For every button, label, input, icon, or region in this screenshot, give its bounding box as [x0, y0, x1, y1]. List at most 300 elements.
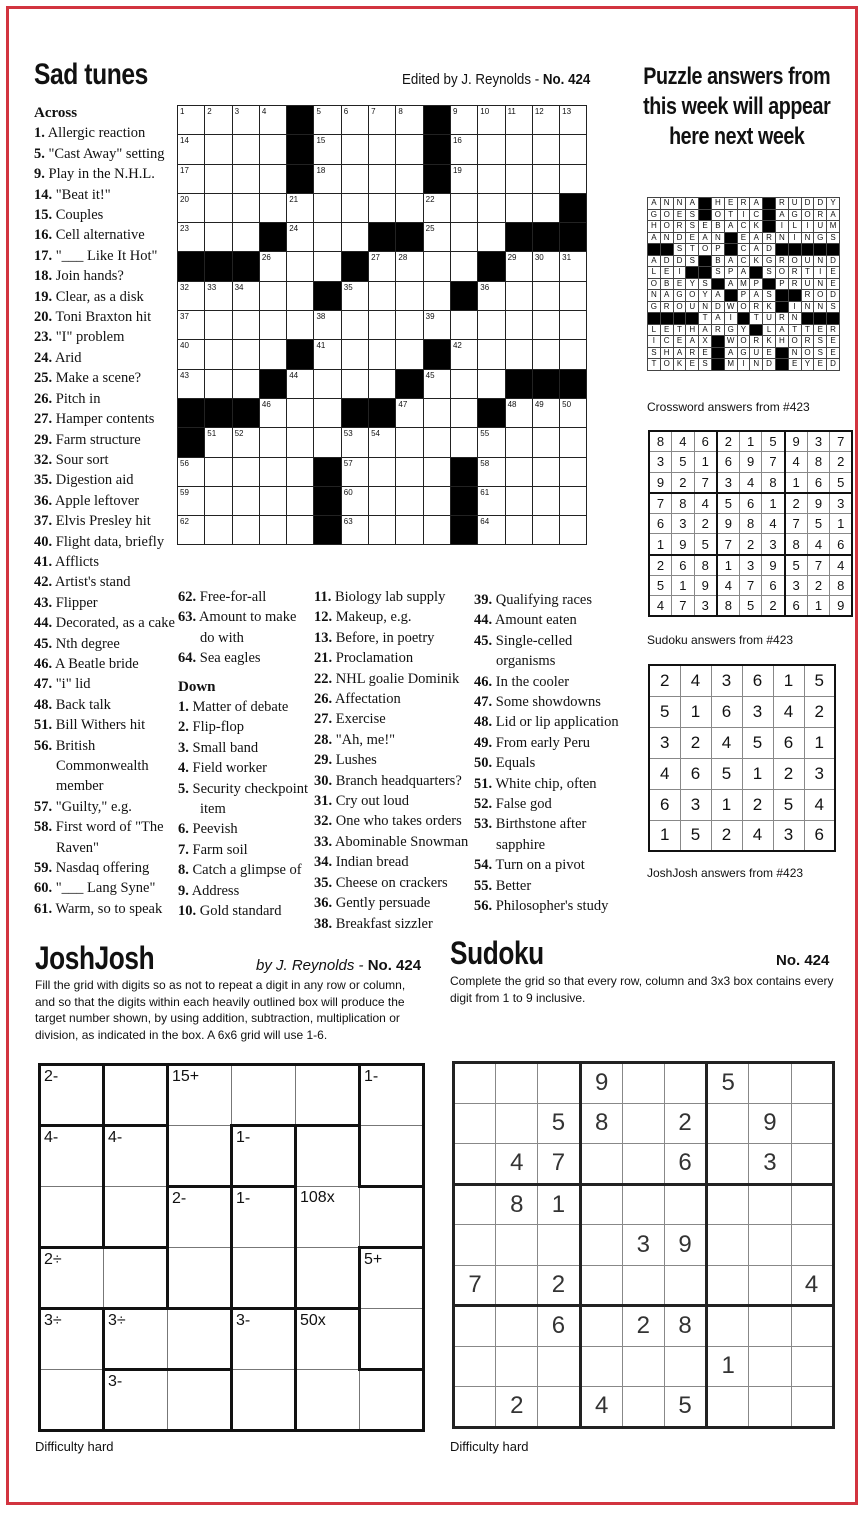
crossword-cell[interactable] [505, 281, 532, 310]
joshjosh-cell[interactable] [296, 1065, 360, 1126]
sudoku-empty-cell[interactable] [791, 1063, 833, 1104]
crossword-cell[interactable] [505, 193, 532, 222]
crossword-cell[interactable] [478, 369, 505, 398]
crossword-cell[interactable] [259, 398, 286, 427]
joshjosh-cell[interactable] [232, 1065, 296, 1126]
crossword-cell[interactable] [532, 311, 559, 340]
joshjosh-cell[interactable] [104, 1309, 168, 1370]
joshjosh-cell[interactable] [232, 1126, 296, 1187]
crossword-cell[interactable] [259, 311, 286, 340]
crossword-cell[interactable] [396, 281, 423, 310]
crossword-cell[interactable] [341, 457, 368, 486]
crossword-cell[interactable] [396, 135, 423, 164]
crossword-cell[interactable] [505, 516, 532, 545]
crossword-cell[interactable] [341, 369, 368, 398]
crossword-cell[interactable] [287, 428, 314, 457]
sudoku-empty-cell[interactable] [707, 1103, 749, 1144]
sudoku-empty-cell[interactable] [580, 1144, 622, 1185]
crossword-cell[interactable] [560, 311, 587, 340]
crossword-cell[interactable] [287, 486, 314, 515]
crossword-cell[interactable] [232, 193, 259, 222]
sudoku-empty-cell[interactable] [622, 1063, 664, 1104]
answer-letter: O [660, 209, 673, 221]
clue-text: Decorated, as a cake [52, 615, 175, 632]
joshjosh-cell[interactable] [296, 1309, 360, 1370]
joshjosh-cell[interactable] [296, 1126, 360, 1187]
crossword-cell[interactable] [423, 311, 450, 340]
crossword-cell[interactable] [341, 223, 368, 252]
crossword-cell[interactable] [560, 340, 587, 369]
crossword-cell[interactable] [205, 311, 232, 340]
crossword-cell[interactable] [423, 223, 450, 252]
crossword-cell[interactable] [450, 428, 477, 457]
crossword-cell[interactable] [205, 135, 232, 164]
sudoku-empty-cell[interactable] [791, 1346, 833, 1387]
joshjosh-cell[interactable] [296, 1248, 360, 1309]
crossword-cell[interactable] [478, 223, 505, 252]
joshjosh-cell[interactable] [104, 1126, 168, 1187]
sudoku-empty-cell[interactable] [664, 1346, 706, 1387]
sudoku-empty-cell[interactable] [622, 1144, 664, 1185]
crossword-cell[interactable] [178, 369, 205, 398]
sudoku-empty-cell[interactable] [622, 1387, 664, 1428]
joshjosh-cell[interactable] [40, 1248, 104, 1309]
crossword-cell[interactable] [369, 311, 396, 340]
joshjosh-cell[interactable] [40, 1065, 104, 1126]
crossword-cell[interactable] [450, 311, 477, 340]
crossword-cell[interactable] [341, 311, 368, 340]
sudoku-empty-cell[interactable] [707, 1144, 749, 1185]
sudoku-empty-cell[interactable] [538, 1346, 580, 1387]
crossword-black-square [259, 223, 286, 252]
crossword-cell[interactable] [259, 486, 286, 515]
joshjosh-cell[interactable] [104, 1248, 168, 1309]
sudoku-empty-cell[interactable] [454, 1387, 496, 1428]
joshjosh-cell[interactable] [360, 1187, 424, 1248]
joshjosh-cell[interactable] [104, 1187, 168, 1248]
crossword-cell[interactable] [314, 398, 341, 427]
sudoku-empty-cell[interactable] [664, 1184, 706, 1225]
sudoku-empty-cell[interactable] [707, 1225, 749, 1266]
crossword-cell[interactable] [259, 516, 286, 545]
answer-black-square [801, 244, 814, 256]
crossword-cell[interactable] [232, 486, 259, 515]
crossword-cell[interactable] [560, 281, 587, 310]
crossword-cell[interactable] [478, 193, 505, 222]
sudoku-empty-cell[interactable] [791, 1306, 833, 1347]
sudoku-empty-cell[interactable] [580, 1306, 622, 1347]
sudoku-empty-cell[interactable] [454, 1225, 496, 1266]
sudoku-empty-cell[interactable] [791, 1387, 833, 1428]
crossword-cell[interactable] [532, 252, 559, 281]
crossword-cell[interactable] [505, 106, 532, 135]
crossword-cell[interactable] [505, 428, 532, 457]
crossword-cell[interactable] [341, 516, 368, 545]
crossword-cell[interactable] [205, 223, 232, 252]
crossword-cell[interactable] [532, 193, 559, 222]
crossword-cell[interactable] [341, 135, 368, 164]
joshjosh-cell[interactable] [168, 1065, 232, 1126]
joshjosh-cell[interactable] [168, 1370, 232, 1431]
sudoku-empty-cell[interactable] [496, 1306, 538, 1347]
crossword-cell[interactable] [532, 135, 559, 164]
crossword-cell[interactable] [450, 398, 477, 427]
sudoku-empty-cell[interactable] [707, 1184, 749, 1225]
crossword-cell[interactable] [450, 223, 477, 252]
crossword-cell[interactable] [314, 340, 341, 369]
crossword-cell[interactable] [205, 340, 232, 369]
crossword-cell[interactable] [178, 281, 205, 310]
crossword-cell[interactable] [478, 135, 505, 164]
crossword-cell[interactable] [232, 428, 259, 457]
crossword-cell[interactable] [341, 486, 368, 515]
crossword-cell[interactable] [478, 516, 505, 545]
clue-text: Breakfast sizzler [332, 915, 433, 932]
clue-text: Digestion aid [52, 472, 134, 489]
crossword-cell[interactable] [396, 486, 423, 515]
crossword-cell[interactable] [314, 223, 341, 252]
crossword-cell[interactable] [532, 516, 559, 545]
crossword-cell[interactable] [259, 340, 286, 369]
joshjosh-cell[interactable] [296, 1370, 360, 1431]
answer-letter: S [699, 278, 712, 290]
crossword-cell[interactable] [232, 457, 259, 486]
crossword-cell[interactable] [423, 193, 450, 222]
crossword-cell[interactable] [369, 516, 396, 545]
sudoku-empty-cell[interactable] [791, 1184, 833, 1225]
crossword-cell[interactable] [232, 369, 259, 398]
crossword-cell[interactable] [369, 135, 396, 164]
sudoku-empty-cell[interactable] [580, 1184, 622, 1225]
joshjosh-cell[interactable] [168, 1248, 232, 1309]
crossword-cell[interactable] [560, 516, 587, 545]
crossword-cell[interactable] [287, 398, 314, 427]
crossword-cell[interactable] [423, 516, 450, 545]
crossword-cell[interactable] [259, 135, 286, 164]
crossword-cell[interactable] [560, 486, 587, 515]
crossword-cell[interactable] [232, 340, 259, 369]
crossword-cell[interactable] [532, 457, 559, 486]
crossword-cell[interactable] [205, 281, 232, 310]
sudoku-empty-cell[interactable] [496, 1346, 538, 1387]
crossword-cell[interactable] [314, 369, 341, 398]
answer-letter: Y [699, 290, 712, 302]
sudoku-empty-cell[interactable] [622, 1103, 664, 1144]
crossword-cell[interactable] [314, 252, 341, 281]
crossword-cell[interactable] [532, 164, 559, 193]
sudoku-empty-cell[interactable] [791, 1144, 833, 1185]
crossword-cell[interactable] [478, 164, 505, 193]
sudoku-answer-cell: 2 [830, 452, 853, 473]
crossword-cell[interactable] [232, 311, 259, 340]
joshjosh-cell[interactable] [40, 1126, 104, 1187]
crossword-cell[interactable] [369, 428, 396, 457]
crossword-cell[interactable] [396, 340, 423, 369]
crossword-cell[interactable] [178, 457, 205, 486]
crossword-cell[interactable] [178, 223, 205, 252]
crossword-cell[interactable] [259, 457, 286, 486]
crossword-cell[interactable] [560, 135, 587, 164]
answer-black-square [648, 244, 661, 256]
joshjosh-cell[interactable] [168, 1126, 232, 1187]
crossword-cell[interactable] [287, 223, 314, 252]
joshjosh-cell[interactable] [40, 1309, 104, 1370]
crossword-cell[interactable] [450, 340, 477, 369]
sudoku-empty-cell[interactable] [496, 1063, 538, 1104]
joshjosh-cell[interactable] [104, 1065, 168, 1126]
crossword-cell[interactable] [259, 252, 286, 281]
sudoku-empty-cell[interactable] [496, 1103, 538, 1144]
crossword-cell[interactable] [532, 428, 559, 457]
crossword-cell[interactable] [287, 193, 314, 222]
crossword-cell[interactable] [287, 457, 314, 486]
crossword-cell[interactable] [369, 281, 396, 310]
crossword-cell[interactable] [341, 164, 368, 193]
crossword-cell[interactable] [532, 106, 559, 135]
crossword-cell[interactable] [450, 193, 477, 222]
joshjosh-cell[interactable] [40, 1370, 104, 1431]
crossword-cell[interactable] [314, 164, 341, 193]
crossword-cell[interactable] [532, 398, 559, 427]
joshjosh-cell[interactable] [232, 1309, 296, 1370]
crossword-cell[interactable] [560, 106, 587, 135]
crossword-cell[interactable] [423, 428, 450, 457]
sudoku-empty-cell[interactable] [580, 1265, 622, 1306]
crossword-cell[interactable] [205, 369, 232, 398]
crossword-cell[interactable] [232, 164, 259, 193]
sudoku-empty-cell[interactable] [538, 1063, 580, 1104]
sudoku-grid [452, 1061, 835, 1429]
crossword-cell[interactable] [341, 340, 368, 369]
crossword-cell[interactable] [259, 428, 286, 457]
sudoku-empty-cell[interactable] [538, 1225, 580, 1266]
crossword-cell[interactable] [478, 457, 505, 486]
answer-letter: C [737, 244, 750, 256]
sudoku-empty-cell[interactable] [749, 1265, 791, 1306]
crossword-cell[interactable] [205, 457, 232, 486]
clue-text: Bill Withers hit [52, 717, 146, 734]
crossword-cell[interactable] [178, 486, 205, 515]
answer-letter: E [763, 347, 776, 359]
crossword-cell[interactable] [287, 252, 314, 281]
crossword-cell[interactable] [423, 281, 450, 310]
joshjosh-cell[interactable] [232, 1370, 296, 1431]
crossword-cell[interactable] [341, 193, 368, 222]
crossword-cell[interactable] [423, 369, 450, 398]
crossword-cell[interactable] [396, 398, 423, 427]
crossword-cell[interactable] [478, 311, 505, 340]
crossword-cell[interactable] [259, 193, 286, 222]
crossword-cell[interactable] [314, 193, 341, 222]
crossword-cell[interactable] [505, 252, 532, 281]
clue-number-label: 44 [289, 370, 299, 380]
crossword-cell[interactable] [314, 135, 341, 164]
sudoku-empty-cell[interactable] [454, 1306, 496, 1347]
sudoku-empty-cell[interactable] [749, 1184, 791, 1225]
crossword-cell[interactable] [178, 164, 205, 193]
answer-black-square [711, 336, 724, 348]
crossword-cell[interactable] [205, 164, 232, 193]
crossword-cell[interactable] [178, 106, 205, 135]
clue-number-label: 37 [180, 312, 189, 322]
crossword-cell[interactable] [369, 252, 396, 281]
answer-letter: A [724, 221, 737, 233]
crossword-cell[interactable] [232, 135, 259, 164]
crossword-cell[interactable] [478, 281, 505, 310]
crossword-cell[interactable] [560, 398, 587, 427]
crossword-cell[interactable] [450, 369, 477, 398]
crossword-cell[interactable] [369, 340, 396, 369]
crossword-cell[interactable] [369, 486, 396, 515]
joshjosh-answer-cell: 2 [649, 665, 680, 696]
crossword-cell[interactable] [450, 164, 477, 193]
crossword-cell[interactable] [314, 106, 341, 135]
crossword-cell[interactable] [560, 252, 587, 281]
crossword-cell[interactable] [369, 369, 396, 398]
crossword-cell[interactable] [423, 457, 450, 486]
crossword-cell[interactable] [396, 252, 423, 281]
crossword-cell[interactable] [478, 340, 505, 369]
crossword-cell[interactable] [205, 486, 232, 515]
crossword-cell[interactable] [505, 311, 532, 340]
joshjosh-cell[interactable] [296, 1187, 360, 1248]
sudoku-empty-cell[interactable] [454, 1063, 496, 1104]
sudoku-empty-cell[interactable] [749, 1225, 791, 1266]
joshjosh-cell[interactable] [360, 1248, 424, 1309]
crossword-cell[interactable] [505, 486, 532, 515]
crossword-cell[interactable] [396, 193, 423, 222]
crossword-cell[interactable] [423, 486, 450, 515]
crossword-cell[interactable] [423, 252, 450, 281]
crossword-cell[interactable] [341, 428, 368, 457]
crossword-cell[interactable] [396, 457, 423, 486]
crossword-cell[interactable] [478, 428, 505, 457]
joshjosh-cell[interactable] [360, 1370, 424, 1431]
crossword-cell[interactable] [232, 106, 259, 135]
crossword-cell[interactable] [369, 164, 396, 193]
joshjosh-cell[interactable] [360, 1309, 424, 1370]
crossword-cell[interactable] [259, 281, 286, 310]
crossword-cell[interactable] [205, 516, 232, 545]
sudoku-empty-cell[interactable] [707, 1387, 749, 1428]
joshjosh-cell[interactable] [168, 1187, 232, 1248]
crossword-cell[interactable] [341, 281, 368, 310]
crossword-cell[interactable] [259, 106, 286, 135]
crossword-cell[interactable] [396, 164, 423, 193]
crossword-cell[interactable] [287, 311, 314, 340]
crossword-cell[interactable] [178, 193, 205, 222]
crossword-cell[interactable] [314, 428, 341, 457]
sudoku-empty-cell[interactable] [622, 1265, 664, 1306]
sudoku-empty-cell[interactable] [749, 1306, 791, 1347]
sudoku-empty-cell[interactable] [707, 1265, 749, 1306]
crossword-cell[interactable] [532, 281, 559, 310]
crossword-cell[interactable] [232, 516, 259, 545]
sudoku-empty-cell[interactable] [538, 1387, 580, 1428]
crossword-cell[interactable] [205, 106, 232, 135]
sudoku-empty-cell[interactable] [749, 1387, 791, 1428]
crossword-cell[interactable] [396, 428, 423, 457]
crossword-cell[interactable] [314, 311, 341, 340]
crossword-cell[interactable] [450, 135, 477, 164]
joshjosh-cell[interactable] [168, 1309, 232, 1370]
joshjosh-cell[interactable] [104, 1370, 168, 1431]
sudoku-empty-cell[interactable] [664, 1063, 706, 1104]
crossword-cell[interactable] [560, 428, 587, 457]
cage-clue: 3÷ [44, 1312, 62, 1329]
crossword-cell[interactable] [478, 106, 505, 135]
sudoku-empty-cell[interactable] [580, 1225, 622, 1266]
crossword-cell[interactable] [232, 281, 259, 310]
sudoku-empty-cell[interactable] [749, 1063, 791, 1104]
crossword-cell[interactable] [396, 106, 423, 135]
crossword-cell[interactable] [505, 135, 532, 164]
joshjosh-cell[interactable] [232, 1248, 296, 1309]
crossword-cell[interactable] [505, 398, 532, 427]
crossword-cell[interactable] [205, 193, 232, 222]
joshjosh-cell[interactable] [232, 1187, 296, 1248]
crossword-cell[interactable] [341, 106, 368, 135]
crossword-cell[interactable] [178, 135, 205, 164]
joshjosh-cell[interactable] [360, 1065, 424, 1126]
sudoku-empty-cell[interactable] [454, 1184, 496, 1225]
crossword-cell[interactable] [369, 457, 396, 486]
sudoku-empty-cell[interactable] [749, 1346, 791, 1387]
crossword-cell[interactable] [450, 252, 477, 281]
crossword-cell[interactable] [369, 193, 396, 222]
sudoku-empty-cell[interactable] [496, 1265, 538, 1306]
crossword-cell[interactable] [178, 311, 205, 340]
crossword-cell[interactable] [560, 164, 587, 193]
crossword-cell[interactable] [423, 398, 450, 427]
crossword-cell[interactable] [259, 164, 286, 193]
sudoku-empty-cell[interactable] [707, 1306, 749, 1347]
crossword-cell[interactable] [532, 486, 559, 515]
sudoku-empty-cell[interactable] [622, 1346, 664, 1387]
crossword-cell[interactable] [232, 223, 259, 252]
joshjosh-cell[interactable] [40, 1187, 104, 1248]
joshjosh-cell[interactable] [360, 1126, 424, 1187]
crossword-cell[interactable] [396, 311, 423, 340]
crossword-cell[interactable] [505, 164, 532, 193]
sudoku-empty-cell[interactable] [454, 1346, 496, 1387]
crossword-cell[interactable] [287, 281, 314, 310]
sudoku-empty-cell[interactable] [791, 1225, 833, 1266]
crossword-cell[interactable] [396, 516, 423, 545]
crossword-cell[interactable] [560, 457, 587, 486]
crossword-cell[interactable] [450, 106, 477, 135]
crossword-cell[interactable] [505, 457, 532, 486]
sudoku-empty-cell[interactable] [454, 1103, 496, 1144]
crossword-cell[interactable] [478, 486, 505, 515]
crossword-cell[interactable] [178, 516, 205, 545]
sudoku-empty-cell[interactable] [454, 1144, 496, 1185]
sudoku-empty-cell[interactable] [496, 1225, 538, 1266]
crossword-cell[interactable] [505, 340, 532, 369]
joshjosh-answer-cell: 1 [804, 727, 835, 758]
sudoku-empty-cell[interactable] [580, 1346, 622, 1387]
crossword-cell[interactable] [205, 428, 232, 457]
crossword-cell[interactable] [287, 516, 314, 545]
sudoku-empty-cell[interactable] [664, 1265, 706, 1306]
crossword-cell[interactable] [287, 369, 314, 398]
crossword-cell[interactable] [178, 340, 205, 369]
sudoku-empty-cell[interactable] [622, 1184, 664, 1225]
answer-letter: L [648, 267, 661, 279]
crossword-cell[interactable] [369, 106, 396, 135]
crossword-cell[interactable] [532, 340, 559, 369]
sudoku-empty-cell[interactable] [791, 1103, 833, 1144]
